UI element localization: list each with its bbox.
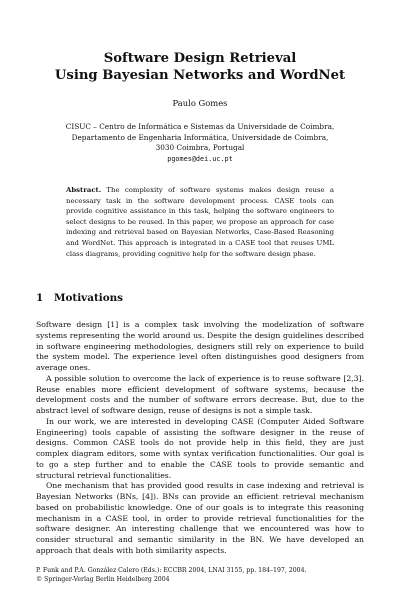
section-title: Motivations — [54, 292, 124, 304]
body-text — [36, 320, 364, 557]
paragraph-4: One mechanism that has provided good results in case indexing and retrieval is Bayesian Networks (BNs, [4]). BNs can provide an efficient retrieval mechanism based on probabilistic knowledge. One of our goals is to integrate this reasoning mechanism in a CASE tool, in order to provide retrieval functionalities for the software designer. An interesting challenge that we encountered was how to consider structural and semantic similarity in the BN. We have developed an approach that deals with both similarity aspects. — [36, 481, 364, 555]
affiliation-line-3: 3030 Coimbra, Portugal — [155, 143, 245, 153]
section-number: 1 — [36, 292, 44, 304]
title-line-1: Software Design Retrieval — [103, 51, 297, 66]
abstract-heading: Abstract. — [66, 186, 102, 194]
paper-title — [0, 50, 400, 84]
title-line-2: Using Bayesian Networks and WordNet — [54, 68, 346, 83]
paragraph-1: Software design [1] is a complex task involving the modelization of software systems representing the world around us. Despite the design guidelines described in software engineering methodologies, designers still rely on experience to build the system model. The experience level often distinguishes good designers from average ones. — [36, 320, 364, 372]
page-footer — [36, 566, 307, 584]
footer-copyright: © Springer-Verlag Berlin Heidelberg 2004 — [36, 576, 170, 583]
section-heading — [36, 292, 123, 304]
paragraph-2: A possible solution to overcome the lack of experience is to reuse software [2,3]. Reuse enables more efficient development of software systems, because the development costs and the number of software errors decrease. But, due to the abstract level of software design, reuse of designs is not a simple task. — [36, 373, 364, 415]
footer-citation: P. Funk and P.A. González Calero (Eds.): ECCBR 2004, LNAI 3155, pp. 184–197, 2004. — [36, 567, 307, 574]
affiliation-line-2: Departamento de Engenharia Informática, Universidade de Coimbra, — [71, 132, 329, 142]
author-email: pgomes@dei.uc.pt — [167, 154, 233, 163]
paragraph-3: In our work, we are interested in developing CASE (Computer Aided Software Engineering) tools capable of assisting the software designer in the reuse of designs. Common CASE tools do not provide help in this field, they are just complex diagram editors, some with syntax verification functionalities. Our goal is to go a step further and to enable the CASE tools to provide semantic and structural retrieval functionalities. — [36, 416, 364, 480]
abstract — [66, 185, 334, 259]
affiliation-line-1: CISUC – Centro de Informática e Sistemas da Universidade de Coimbra, — [65, 122, 335, 131]
affiliation-block — [0, 122, 400, 164]
author-name: Paulo Gomes — [172, 98, 228, 108]
abstract-text: The complexity of software systems makes design reuse a necessary task in the software development process. CASE tools can provide cognitive assistance in this task, helping the software engineers to select designs to be reused. In this paper, we propose an approach for case indexing and retrieval based on Bayesian Networks, Case-Based Reasoning and WordNet. This approach is integrated in a CASE tool that reuses UML class diagrams, providing cognitive help for the software design phase. — [66, 186, 334, 258]
